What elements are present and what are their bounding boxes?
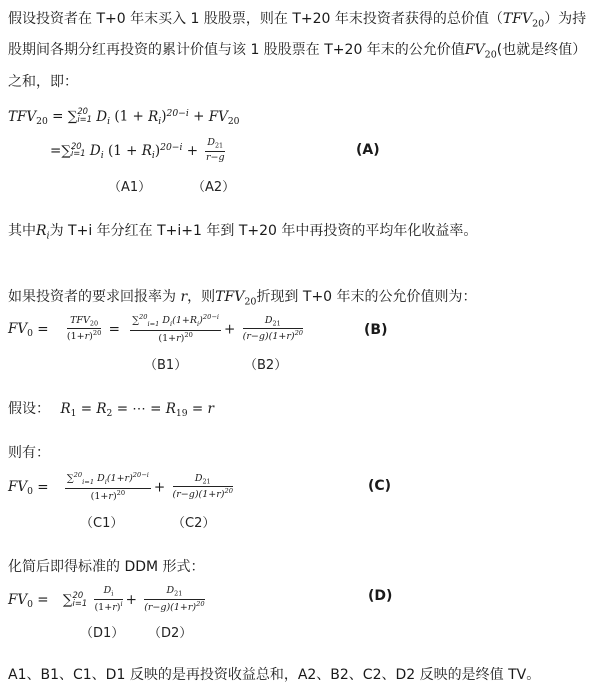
formula-a-line2: =∑ 20 i=1 $D_i$ $(1 + R_i)^{20-i}$ + $\frac{D_{21}}{r-g}$	[50, 137, 225, 163]
discount-paragraph: 如果投资者的要求回报率为 r，则$TFV_{20}$折现到 T+0 年末的公允价值则为：	[8, 289, 477, 308]
label-d1: （D1）	[80, 626, 125, 641]
then-label: 则有：	[8, 445, 50, 461]
terminal-fraction-a: $\frac{D_{21}}{r-g}$	[205, 137, 225, 163]
formula-b-tag: (B)	[364, 322, 388, 338]
conclusion-text: A1、B1、C1、D1 反映的是再投资收益总和，A2、B2、C2、D2 反映的是终值 TV。	[8, 667, 541, 683]
label-a2: （A2）	[192, 180, 236, 195]
fv20-symbol: $FV_{20}$	[464, 42, 497, 61]
r-symbol: r	[180, 289, 188, 305]
simplify-text: 化简后即得标准的 DDM 形式：	[8, 559, 205, 575]
formula-b: $FV_0$ = $\frac{TFV_{20}}{(1+r)^{20}}$ = $\frac{\sum^{20}_{i=1} D_i(1+R_i)^{20-i}}{(1+r)^{20}}$ + $\frac{D_{21}}{(r-g)(1+r)^{20}}$	[8, 313, 304, 344]
assumption-line: 假设： $R_1 = R_2$ = ⋯ = $R_{19} = r$	[8, 401, 214, 420]
label-b1: （B1）	[144, 358, 188, 373]
label-d2: （D2）	[148, 626, 193, 641]
label-c1: （C1）	[80, 516, 124, 531]
label-c2: （C2）	[172, 516, 216, 531]
formula-a-tag: (A)	[356, 142, 380, 158]
label-b2: （B2）	[244, 358, 288, 373]
formula-d: $FV_0$ = ∑ 20 i=1 $\frac{D_i}{(1+r)^i}$ + $\frac{D_{21}}{(r-g)(1+r)^{20}}$	[8, 585, 205, 613]
formula-d-tag: (D)	[368, 588, 393, 604]
ri-symbol: $R_i$	[36, 223, 50, 242]
ri-definition: 其中$R_i$为 T+i 年分红在 T+i+1 年到 T+20 年中再投资的平均年化收益率。	[8, 223, 478, 242]
formula-c: $FV_0$ = $\frac{\sum^{20}_{i=1} D_i(1+r)^{20-i}}{(1+r)^{20}}$ + $\frac{D_{21}}{(r-g)(1+r)^{20}}$	[8, 471, 233, 502]
label-a1: （A1）	[108, 180, 152, 195]
intro-paragraph: 假设投资者在 T+0 年末买入 1 股股票，则在 T+20 年末投资者获得的总价值$(TFV_{20})$为持股期间各期分红再投资的累计价值与该 1 股股票在 T+20 年末的公允价值$FV_{20}$(也就是终值）之和，即：	[8, 11, 587, 90]
formula-c-tag: (C)	[368, 478, 392, 494]
tfv20-symbol: $TFV_{20}$	[502, 11, 545, 30]
tfv20-symbol-2: $TFV_{20}$	[215, 289, 257, 308]
formula-a-line1: $TFV_{20}$ = ∑ 20 i=1 $D_i$ $(1 + R_i)^{20-i} + FV_{20}$	[8, 106, 240, 127]
